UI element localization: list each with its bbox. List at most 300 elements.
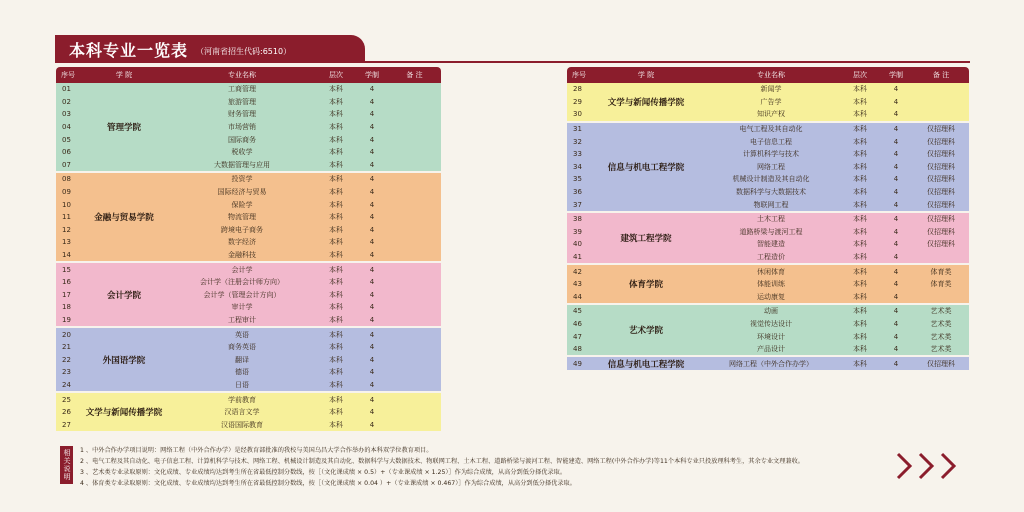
years-cell: 4 xyxy=(369,175,375,184)
table-row xyxy=(168,366,441,379)
years-cell: 4 xyxy=(369,213,375,222)
major-name: 日语 xyxy=(235,380,249,389)
level-cell: 本科 xyxy=(329,148,343,157)
major-name: 国际经济与贸易 xyxy=(217,188,267,197)
table-body xyxy=(567,83,969,372)
major-name: 商务英语 xyxy=(228,343,256,352)
level-cell: 本科 xyxy=(853,253,867,262)
major-name: 投资学 xyxy=(231,175,253,184)
row-number: 45 xyxy=(573,307,582,316)
note-line: 3 、艺术类专业录取原则：文化成绩、专业成绩均达到考生所在省最低控制分数线，按［（文化课成绩 × 0.5）+（专业课成绩 × 1.25）］作为综合成绩，从高分到低分择优录取。 xyxy=(80,469,567,476)
row-number: 36 xyxy=(573,188,582,197)
table-row xyxy=(168,406,441,419)
remark-cell: 体育类 xyxy=(930,280,952,289)
college-name: 会计学院 xyxy=(106,290,141,301)
college-name: 管理学院 xyxy=(106,123,141,134)
years-cell: 4 xyxy=(893,85,899,94)
row-number: 28 xyxy=(573,85,582,94)
remark-cell: 仅招理科 xyxy=(927,125,955,134)
years-cell: 4 xyxy=(893,319,899,328)
row-number: 21 xyxy=(62,343,71,352)
table-row xyxy=(701,148,969,161)
table-row xyxy=(701,161,969,174)
level-cell: 本科 xyxy=(329,355,343,364)
row-number: 09 xyxy=(62,188,71,197)
note-line: 2 、电气工程及其自动化、电子信息工程、计算机科学与技术、网络工程、机械设计制造及其自动化、数据科学与大数据技术、物联网工程、土木工程、道路桥梁与渡河工程、智能建造、网络工程(中外合作办学)等11个本科专业只投放理科考生，其余专业文理兼收。 xyxy=(80,458,804,465)
remark-cell: 艺术类 xyxy=(930,345,952,354)
note-line: 1 、中外合作办学项目说明：网络工程（中外合作办学）是经教育部批准的我校与美国乌昌大学合作举办的本科双学位教育项目。 xyxy=(80,447,433,454)
row-number: 17 xyxy=(62,290,71,299)
table-row xyxy=(168,186,441,199)
major-name: 土木工程 xyxy=(757,215,785,224)
years-cell: 4 xyxy=(893,188,899,197)
table-row xyxy=(701,186,969,199)
major-name: 电子信息工程 xyxy=(750,137,792,146)
college-name: 金融与贸易学院 xyxy=(94,213,154,224)
table-row xyxy=(168,393,441,406)
table-row xyxy=(701,251,969,264)
enrollment-code: （河南省招生代码:6510） xyxy=(196,46,292,56)
table-row xyxy=(168,301,441,314)
level-cell: 本科 xyxy=(853,110,867,119)
table-row xyxy=(168,353,441,366)
table-row xyxy=(701,238,969,251)
years-cell: 4 xyxy=(369,225,375,234)
major-name: 工程审计 xyxy=(228,315,256,324)
major-name: 工商管理 xyxy=(228,85,256,94)
row-number: 15 xyxy=(62,265,71,274)
college-group xyxy=(56,328,441,393)
college-name: 外国语学院 xyxy=(102,355,146,366)
row-number: 35 xyxy=(573,175,582,184)
table-row xyxy=(701,108,969,121)
level-cell: 本科 xyxy=(853,332,867,341)
level-cell: 本科 xyxy=(329,135,343,144)
college-group xyxy=(56,393,441,433)
table-row xyxy=(701,96,969,109)
header-num: 序号 xyxy=(572,71,586,79)
row-number: 20 xyxy=(62,330,71,339)
years-cell: 4 xyxy=(369,85,375,94)
level-cell: 本科 xyxy=(853,175,867,184)
table-row xyxy=(168,236,441,249)
major-name: 视觉传达设计 xyxy=(750,319,792,328)
major-name: 学前教育 xyxy=(228,395,256,404)
header-major: 专业名称 xyxy=(757,71,785,79)
level-cell: 本科 xyxy=(853,345,867,354)
major-name: 网络工程（中外合作办学） xyxy=(729,359,813,368)
table-row xyxy=(168,379,441,392)
row-number: 08 xyxy=(62,175,71,184)
row-number: 19 xyxy=(62,315,71,324)
major-name: 网络工程 xyxy=(757,162,785,171)
row-number: 03 xyxy=(62,110,71,119)
table-row xyxy=(168,263,441,276)
level-cell: 本科 xyxy=(329,213,343,222)
table-row xyxy=(701,83,969,96)
row-number: 31 xyxy=(573,125,582,134)
years-cell: 4 xyxy=(893,215,899,224)
table-row xyxy=(701,173,969,186)
remark-cell: 仅招理科 xyxy=(927,137,955,146)
level-cell: 本科 xyxy=(329,265,343,274)
remark-cell: 体育类 xyxy=(930,267,952,276)
row-number: 18 xyxy=(62,303,71,312)
level-cell: 本科 xyxy=(329,278,343,287)
college-group xyxy=(56,263,441,328)
level-cell: 本科 xyxy=(329,160,343,169)
remark-cell: 艺术类 xyxy=(930,307,952,316)
college-group xyxy=(567,213,969,265)
years-cell: 4 xyxy=(369,97,375,106)
major-name: 动画 xyxy=(764,307,778,316)
level-cell: 本科 xyxy=(853,292,867,301)
row-number: 06 xyxy=(62,148,71,157)
row-number: 07 xyxy=(62,160,71,169)
row-number: 34 xyxy=(573,162,582,171)
years-cell: 4 xyxy=(369,123,375,132)
table-row xyxy=(168,289,441,302)
level-cell: 本科 xyxy=(329,330,343,339)
level-cell: 本科 xyxy=(329,97,343,106)
remark-cell: 艺术类 xyxy=(930,319,952,328)
level-cell: 本科 xyxy=(329,315,343,324)
level-cell: 本科 xyxy=(329,123,343,132)
remark-cell: 仅招理科 xyxy=(927,215,955,224)
college-group xyxy=(567,265,969,305)
years-cell: 4 xyxy=(893,125,899,134)
years-cell: 4 xyxy=(369,355,375,364)
level-cell: 本科 xyxy=(853,267,867,276)
row-number: 14 xyxy=(62,251,71,260)
years-cell: 4 xyxy=(893,137,899,146)
major-name: 环境设计 xyxy=(757,332,785,341)
years-cell: 4 xyxy=(893,162,899,171)
row-number: 26 xyxy=(62,408,71,417)
major-name: 会计学 xyxy=(231,265,253,274)
level-cell: 本科 xyxy=(329,200,343,209)
years-cell: 4 xyxy=(369,290,375,299)
header-num: 序号 xyxy=(61,71,75,79)
major-name: 汉语国际教育 xyxy=(221,420,263,429)
level-cell: 本科 xyxy=(329,188,343,197)
years-cell: 4 xyxy=(893,150,899,159)
years-cell: 4 xyxy=(369,188,375,197)
years-cell: 4 xyxy=(369,200,375,209)
years-cell: 4 xyxy=(369,251,375,260)
table-row xyxy=(168,83,441,96)
remark-cell: 仅招理科 xyxy=(927,188,955,197)
years-cell: 4 xyxy=(369,343,375,352)
row-number: 48 xyxy=(573,345,582,354)
row-number: 01 xyxy=(62,85,71,94)
major-name: 国际商务 xyxy=(228,135,256,144)
major-name: 保险学 xyxy=(231,200,253,209)
table-row xyxy=(168,341,441,354)
row-number: 05 xyxy=(62,135,71,144)
remark-cell: 仅招理科 xyxy=(927,150,955,159)
years-cell: 4 xyxy=(893,240,899,249)
level-cell: 本科 xyxy=(329,175,343,184)
years-cell: 4 xyxy=(893,267,899,276)
title-banner xyxy=(55,35,365,63)
level-cell: 本科 xyxy=(853,162,867,171)
level-cell: 本科 xyxy=(329,251,343,260)
row-number: 02 xyxy=(62,97,71,106)
title-underline xyxy=(55,61,970,63)
header-remark: 备 注 xyxy=(406,71,423,79)
table-row xyxy=(168,211,441,224)
row-number: 29 xyxy=(573,97,582,106)
years-cell: 4 xyxy=(369,420,375,429)
college-name: 文学与新闻传播学院 xyxy=(85,408,163,419)
major-name: 市场营销 xyxy=(228,123,256,132)
table-row xyxy=(701,198,969,211)
table-row xyxy=(701,343,969,356)
remark-cell: 仅招理科 xyxy=(927,200,955,209)
table-row xyxy=(168,159,441,172)
college-name: 体育学院 xyxy=(628,280,663,291)
college-group xyxy=(56,83,441,173)
major-name: 产品设计 xyxy=(757,345,785,354)
majors-table-left xyxy=(56,67,441,433)
college-group xyxy=(567,305,969,357)
level-cell: 本科 xyxy=(853,227,867,236)
level-cell: 本科 xyxy=(853,137,867,146)
years-cell: 4 xyxy=(893,97,899,106)
years-cell: 4 xyxy=(369,380,375,389)
level-cell: 本科 xyxy=(329,238,343,247)
table-row xyxy=(701,318,969,331)
row-number: 39 xyxy=(573,227,582,236)
major-name: 工程造价 xyxy=(757,253,785,262)
row-number: 13 xyxy=(62,238,71,247)
header-college: 学 院 xyxy=(637,71,655,79)
row-number: 49 xyxy=(573,359,582,368)
table-row xyxy=(701,213,969,226)
level-cell: 本科 xyxy=(853,85,867,94)
row-number: 37 xyxy=(573,200,582,209)
row-number: 42 xyxy=(573,267,582,276)
header-level: 层次 xyxy=(853,71,867,79)
major-name: 会计学（管理会计方向） xyxy=(203,290,281,299)
table-row xyxy=(701,135,969,148)
level-cell: 本科 xyxy=(853,215,867,224)
table-row xyxy=(168,276,441,289)
major-name: 新闻学 xyxy=(760,85,782,94)
college-name: 艺术学院 xyxy=(628,326,663,337)
row-number: 44 xyxy=(573,292,582,301)
row-number: 24 xyxy=(62,380,71,389)
major-name: 金融科技 xyxy=(228,251,256,260)
years-cell: 4 xyxy=(893,332,899,341)
level-cell: 本科 xyxy=(329,343,343,352)
table-row xyxy=(168,198,441,211)
major-name: 税收学 xyxy=(231,148,253,157)
years-cell: 4 xyxy=(893,292,899,301)
table-header xyxy=(567,67,969,83)
remark-cell: 仅招理科 xyxy=(927,162,955,171)
table-row xyxy=(168,328,441,341)
major-name: 大数据管理与应用 xyxy=(214,160,270,169)
major-name: 物流管理 xyxy=(228,213,256,222)
level-cell: 本科 xyxy=(329,408,343,417)
college-name: 信息与机电工程学院 xyxy=(607,162,685,173)
college-name: 文学与新闻传播学院 xyxy=(607,97,685,108)
years-cell: 4 xyxy=(893,227,899,236)
row-number: 27 xyxy=(62,420,71,429)
row-number: 38 xyxy=(573,215,582,224)
level-cell: 本科 xyxy=(853,280,867,289)
level-cell: 本科 xyxy=(329,85,343,94)
level-cell: 本科 xyxy=(329,380,343,389)
college-group xyxy=(567,83,969,123)
notes-tag: 相关说明 xyxy=(60,446,73,484)
table-body xyxy=(56,83,441,433)
years-cell: 4 xyxy=(369,148,375,157)
level-cell: 本科 xyxy=(329,395,343,404)
table-row xyxy=(168,146,441,159)
years-cell: 4 xyxy=(369,278,375,287)
major-name: 智能建造 xyxy=(757,240,785,249)
table-row xyxy=(168,121,441,134)
years-cell: 4 xyxy=(369,303,375,312)
years-cell: 4 xyxy=(893,280,899,289)
years-cell: 4 xyxy=(369,238,375,247)
table-header xyxy=(56,67,441,83)
major-name: 体能训练 xyxy=(757,280,785,289)
years-cell: 4 xyxy=(369,368,375,377)
years-cell: 4 xyxy=(369,265,375,274)
years-cell: 4 xyxy=(893,359,899,368)
years-cell: 4 xyxy=(893,175,899,184)
level-cell: 本科 xyxy=(329,225,343,234)
header-major: 专业名称 xyxy=(228,71,256,79)
major-name: 德语 xyxy=(235,368,249,377)
level-cell: 本科 xyxy=(853,319,867,328)
major-name: 审计学 xyxy=(231,303,253,312)
header-level: 层次 xyxy=(329,71,343,79)
row-number: 23 xyxy=(62,368,71,377)
level-cell: 本科 xyxy=(853,200,867,209)
row-number: 43 xyxy=(573,280,582,289)
major-name: 道路桥梁与渡河工程 xyxy=(739,227,803,236)
table-row xyxy=(701,278,969,291)
table-row xyxy=(701,123,969,136)
major-name: 翻译 xyxy=(235,355,249,364)
row-number: 10 xyxy=(62,200,71,209)
major-name: 旅游管理 xyxy=(228,97,256,106)
college-name: 建筑工程学院 xyxy=(620,234,672,245)
table-row xyxy=(168,96,441,109)
remark-cell: 仅招理科 xyxy=(927,227,955,236)
level-cell: 本科 xyxy=(853,240,867,249)
major-name: 财务管理 xyxy=(228,110,256,119)
college-group xyxy=(567,123,969,213)
page-title: 本科专业一览表 xyxy=(69,40,189,60)
level-cell: 本科 xyxy=(853,188,867,197)
years-cell: 4 xyxy=(369,110,375,119)
header-years: 学制 xyxy=(365,71,379,79)
years-cell: 4 xyxy=(369,160,375,169)
level-cell: 本科 xyxy=(329,420,343,429)
level-cell: 本科 xyxy=(853,150,867,159)
table-row xyxy=(701,226,969,239)
row-number: 04 xyxy=(62,123,71,132)
row-number: 41 xyxy=(573,253,582,262)
years-cell: 4 xyxy=(893,200,899,209)
row-number: 12 xyxy=(62,225,71,234)
row-number: 32 xyxy=(573,137,582,146)
notes-section xyxy=(80,445,960,489)
major-name: 知识产权 xyxy=(757,110,785,119)
major-name: 运动康复 xyxy=(757,292,785,301)
major-name: 计算机科学与技术 xyxy=(743,150,799,159)
header-college: 学 院 xyxy=(115,71,133,79)
remark-cell: 艺术类 xyxy=(930,332,952,341)
major-name: 广告学 xyxy=(760,97,782,106)
table-row xyxy=(168,249,441,262)
remark-cell: 仅招理科 xyxy=(927,359,955,368)
years-cell: 4 xyxy=(893,307,899,316)
note-line: 4 、体育类专业录取原则：文化成绩、专业成绩均达到考生所在省最低控制分数线，按［（文化课成绩 × 0.04 ）+（专业课成绩 × 0.467）］作为综合成绩，从高分到低分择优录取。 xyxy=(80,480,576,487)
level-cell: 本科 xyxy=(329,368,343,377)
years-cell: 4 xyxy=(369,330,375,339)
row-number: 46 xyxy=(573,319,582,328)
majors-table-right xyxy=(567,67,969,372)
major-name: 会计学（注册会计师方向） xyxy=(200,278,284,287)
major-name: 电气工程及其自动化 xyxy=(739,125,803,134)
row-number: 11 xyxy=(62,213,71,222)
table-row xyxy=(701,291,969,304)
table-row xyxy=(701,330,969,343)
row-number: 22 xyxy=(62,355,71,364)
header-years: 学制 xyxy=(889,71,903,79)
remark-cell: 仅招理科 xyxy=(927,240,955,249)
major-name: 跨境电子商务 xyxy=(221,225,263,234)
years-cell: 4 xyxy=(369,408,375,417)
table-row xyxy=(168,108,441,121)
table-row xyxy=(701,265,969,278)
years-cell: 4 xyxy=(369,315,375,324)
table-row xyxy=(168,314,441,327)
level-cell: 本科 xyxy=(329,290,343,299)
level-cell: 本科 xyxy=(329,303,343,312)
college-group xyxy=(56,173,441,263)
major-name: 英语 xyxy=(235,330,249,339)
row-number: 16 xyxy=(62,278,71,287)
header-remark: 备 注 xyxy=(932,71,950,79)
table-row xyxy=(168,173,441,186)
row-number: 25 xyxy=(62,395,71,404)
row-number: 33 xyxy=(573,150,582,159)
row-number: 40 xyxy=(573,240,582,249)
row-number: 30 xyxy=(573,110,582,119)
table-row xyxy=(168,418,441,431)
college-group xyxy=(567,357,969,372)
table-row xyxy=(701,357,969,370)
level-cell: 本科 xyxy=(853,97,867,106)
years-cell: 4 xyxy=(893,253,899,262)
triple-chevron-right-icon xyxy=(896,452,968,480)
college-name: 信息与机电工程学院 xyxy=(607,359,685,370)
row-number: 47 xyxy=(573,332,582,341)
major-name: 机械设计制造及其自动化 xyxy=(732,175,810,184)
level-cell: 本科 xyxy=(329,110,343,119)
years-cell: 4 xyxy=(893,110,899,119)
level-cell: 本科 xyxy=(853,307,867,316)
major-name: 休闲体育 xyxy=(757,267,785,276)
